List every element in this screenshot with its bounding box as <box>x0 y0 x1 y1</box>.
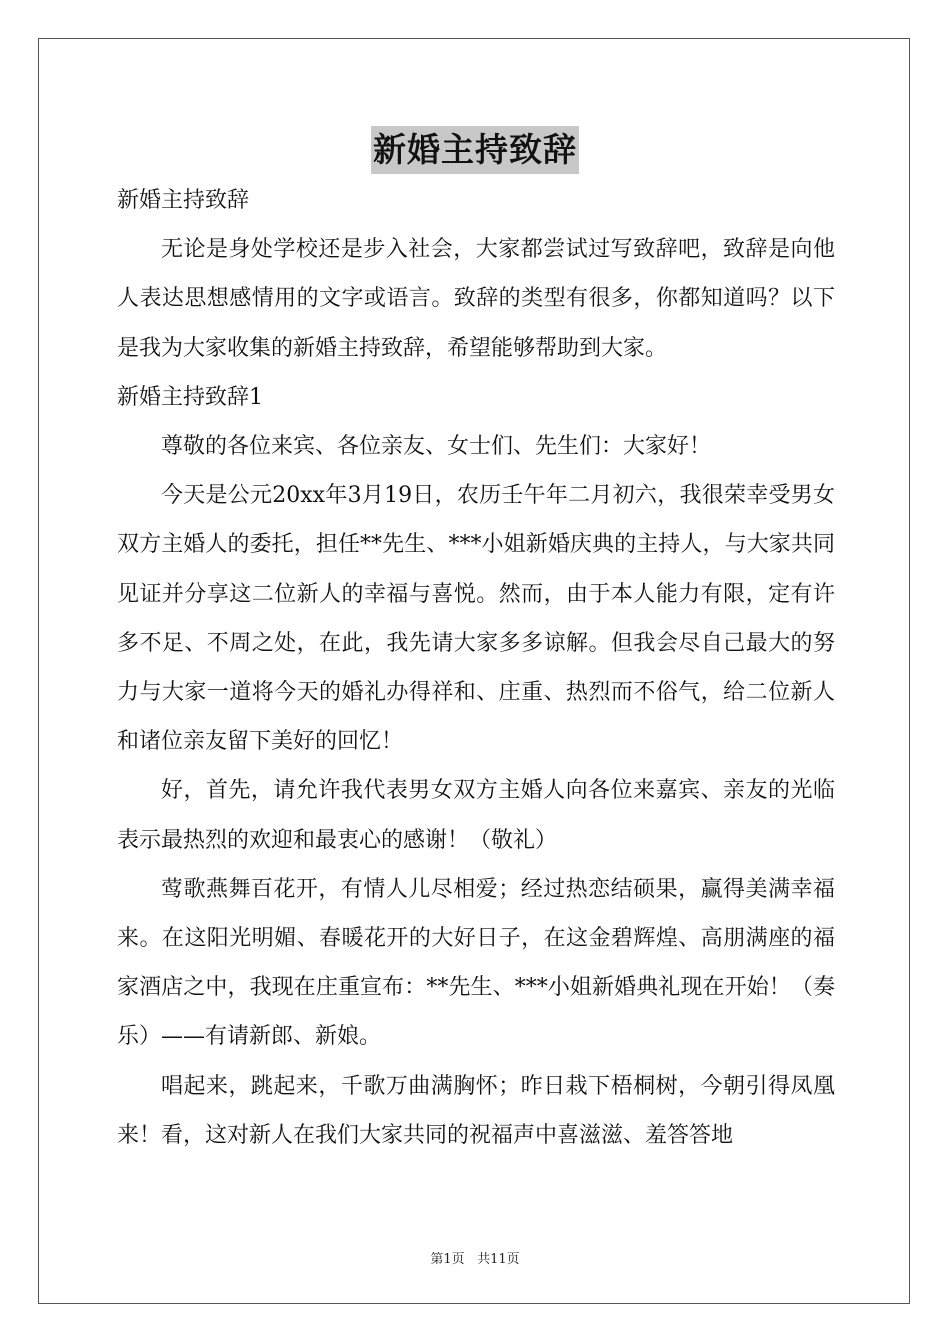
page-number: 第1页 <box>430 1252 465 1267</box>
paragraph: 新婚主持致辞 <box>117 188 250 213</box>
paragraph: 好，首先，请允许我代表男女双方主婚人向各位来嘉宾、亲友的光临表示最热烈的欢迎和最衷心的感谢！（敬礼） <box>117 778 835 853</box>
paragraph: 莺歌燕舞百花开，有情人儿尽相爱；经过热恋结硕果，赢得美满幸福来。在这阳光明媚、春暖花开的大好日子，在这金碧辉煌、高朋满座的福家酒店之中，我现在庄重宣布：**先生、***小姐新婚典礼现在开始！（奏乐）——有请新郎、新娘。 <box>117 876 835 1050</box>
document-title: 新婚主持致辞 <box>371 126 579 174</box>
paragraph: 唱起来，跳起来，千歌万曲满胸怀；昨日栽下梧桐树，今朝引得凤凰来！看，这对新人在我们大家共同的祝福声中喜滋滋、羞答答地 <box>117 1073 835 1148</box>
title-container <box>0 126 950 174</box>
section-heading: 新婚主持致辞1 <box>117 384 263 410</box>
paragraph: 今天是公元20xx年3月19日，农历壬午年二月初六，我很荣幸受男女双方主婚人的委托，担任**先生、***小姐新婚庆典的主持人，与大家共同见证并分享这二位新人的幸福与喜悦。然而，由于本人能力有限，定有许多不足、不周之处，在此，我先请大家多多谅解。但我会尽自己最大的努力与大家一道将今天的婚礼办得祥和、庄重、热烈而不俗气，给二位新人和诸位亲友留下美好的回忆！ <box>117 483 835 755</box>
paragraph: 尊敬的各位来宾、各位亲友、女士们、先生们：大家好！ <box>161 434 712 460</box>
document-body <box>117 176 835 1160</box>
paragraph: 无论是身处学校还是步入社会，大家都尝试过写致辞吧，致辞是向他人表达思想感情用的文字或语言。致辞的类型有很多，你都知道吗？以下是我为大家收集的新婚主持致辞，希望能够帮助到大家。 <box>117 237 835 361</box>
page-footer <box>0 1248 950 1267</box>
page-total: 共11页 <box>477 1252 520 1267</box>
